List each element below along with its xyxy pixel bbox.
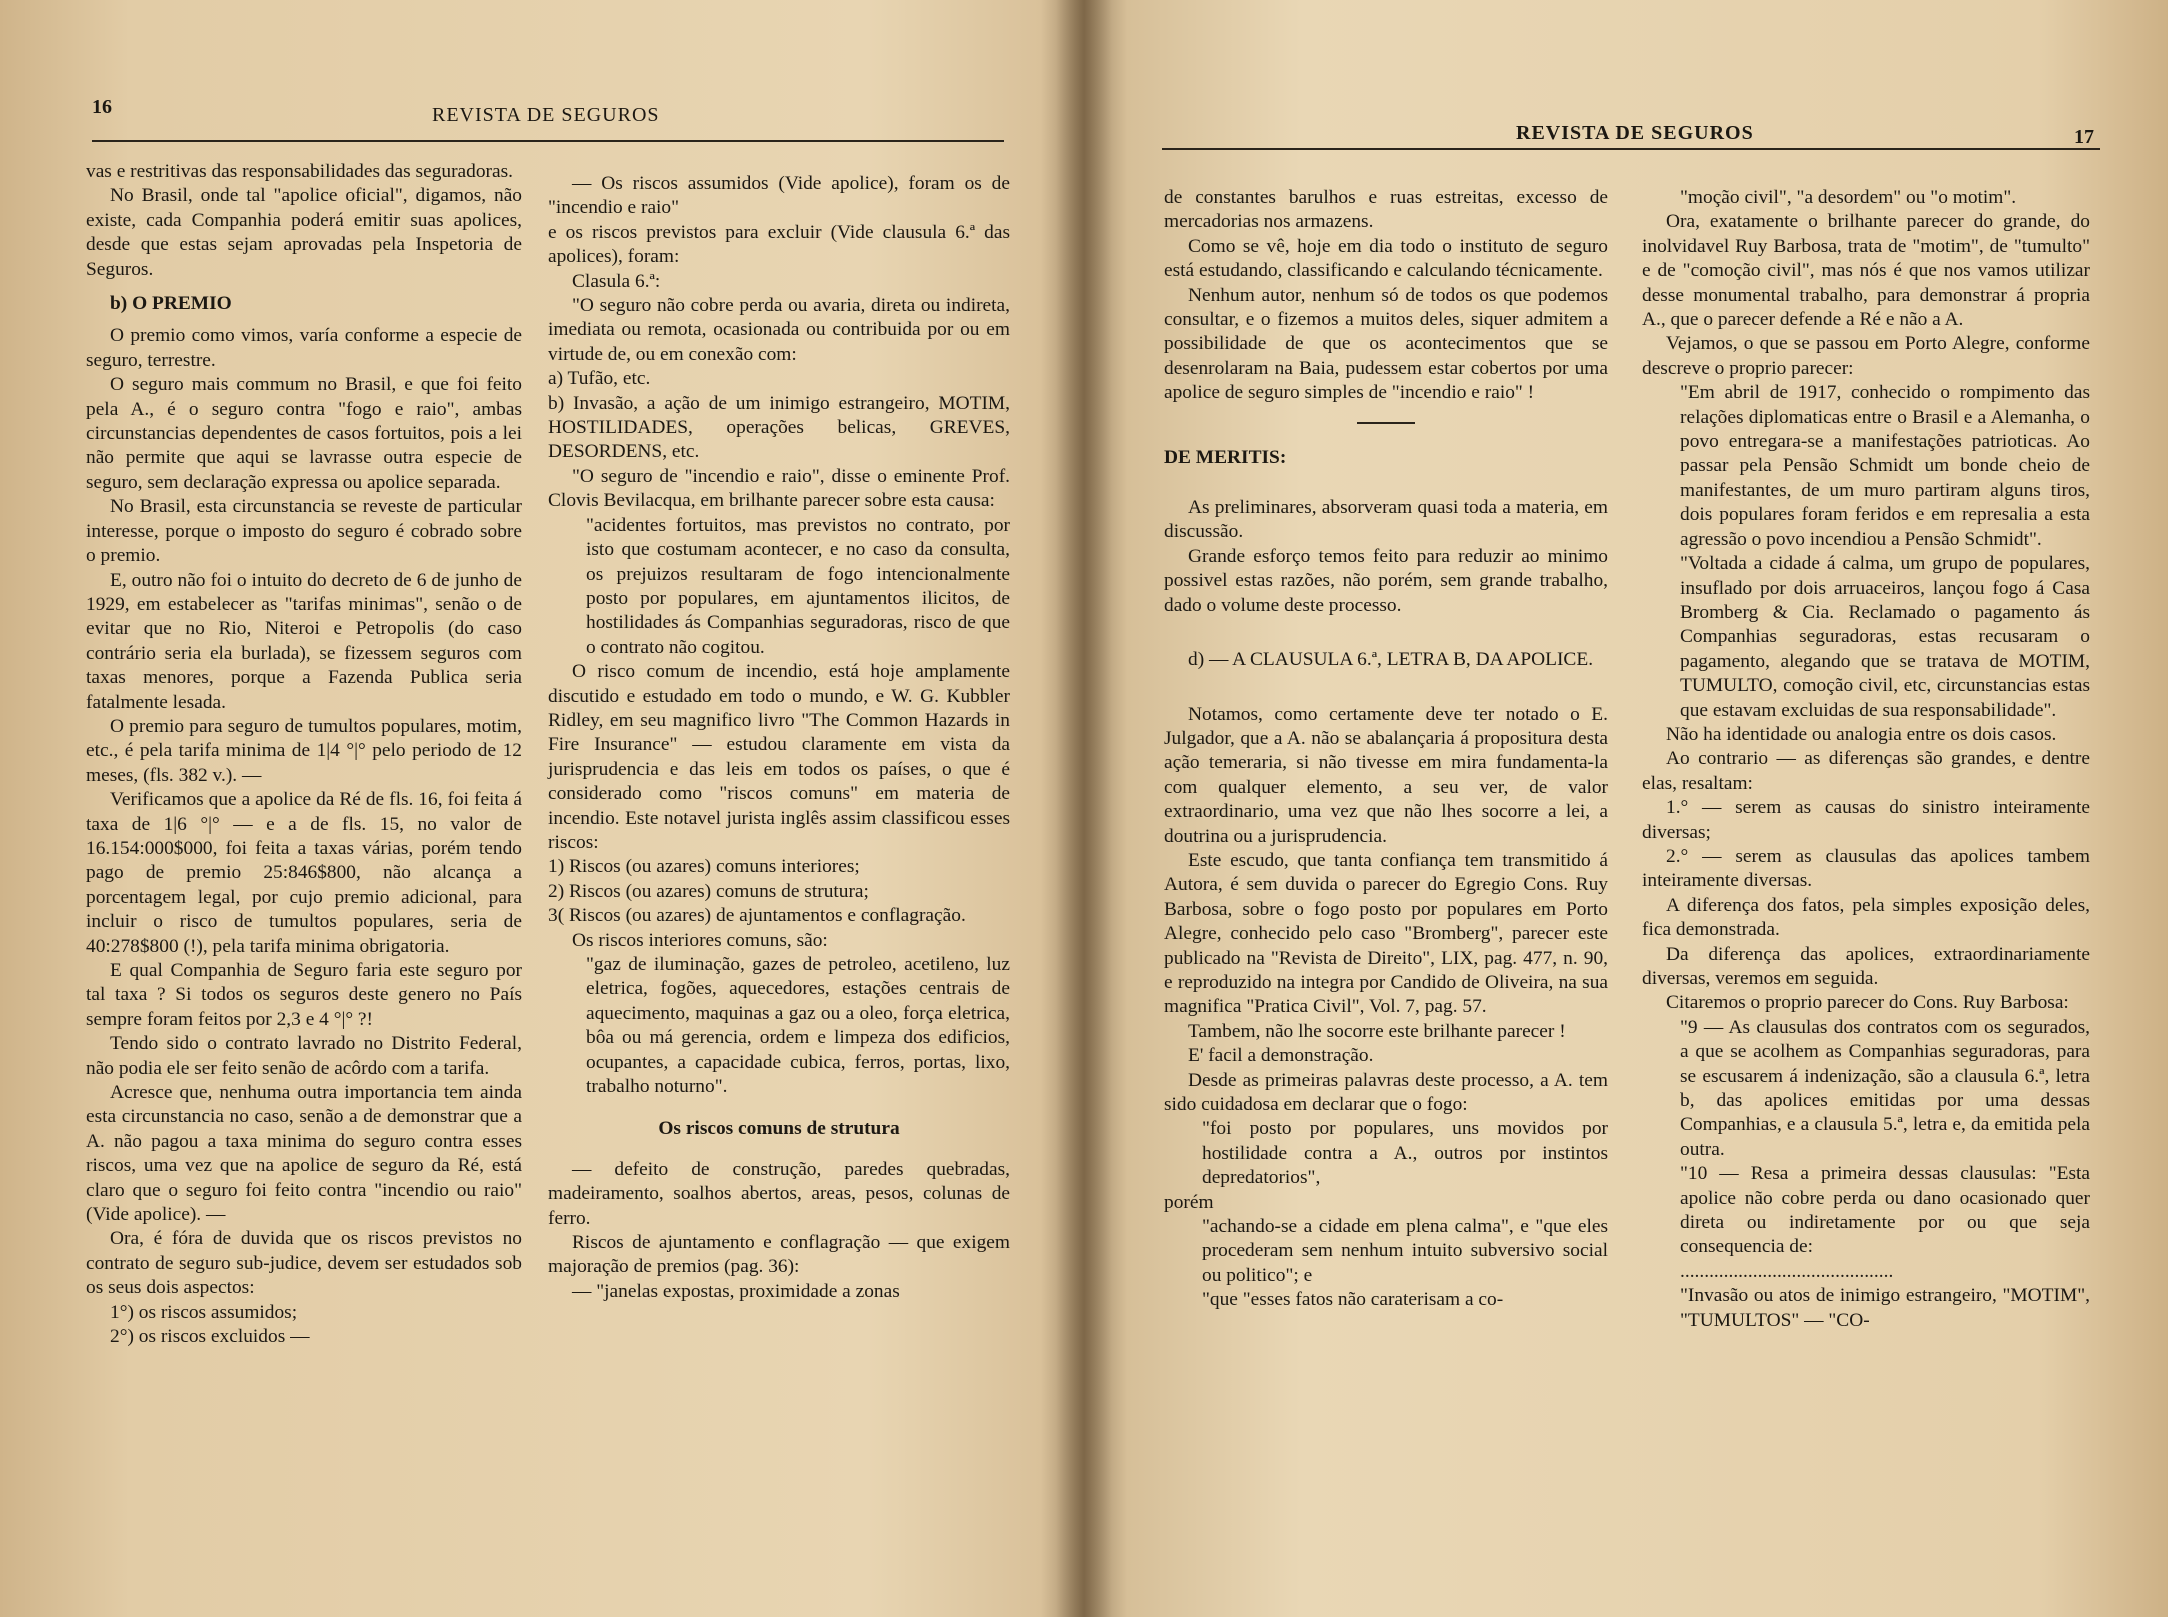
left-page-column-2 [548, 172, 1010, 1304]
list-item: b) Invasão, a ação de um inimigo estrangeiro, MOTIM, HOSTILIDADES, operações belicas, GREVES, DESORDENS, etc. [548, 392, 1010, 463]
list-item: 1.° — serem as causas do sinistro inteiramente diversas; [1642, 797, 2090, 843]
subsection-heading: Os riscos comuns de strutura [658, 1118, 900, 1140]
ellipsis-line: ............................................ [1680, 1260, 1894, 1282]
paragraph: Ao contrario — as diferenças são grandes, e dentre elas, resaltam: [1642, 748, 2090, 794]
quote-block: "gaz de iluminação, gazes de petroleo, acetileno, luz eletrica, fogões, aquecedores, estações centrais de aquecimento, maquinas a gaz ou a oleo, força eletrica, bôa ou má gerencia, ordem e limpeza dos edificios, ocupantes, a capacidade cubica, ferros, portas, lixo, trabalho noturno". [586, 954, 1010, 1098]
paragraph: E qual Companhia de Seguro faria este seguro por tal taxa ? Si todos os seguros deste genero no País sempre foram feitos por 2,3 e 4 °|° ?! [86, 960, 522, 1030]
right-page-column-2 [1642, 186, 2090, 1333]
quote-block: "acidentes fortuitos, mas previstos no contrato, por isto que costumam acontecer, e no caso da consulta, os prejuizos resultaram de fogo intencionalmente posto por populares, em ajuntamentos ilicitos, de hostilidades ás Companhias seguradoras, risco de que o contrato não cogitou. [586, 514, 1010, 658]
paragraph: Desde as primeiras palavras deste processo, a A. tem sido cuidadosa em declarar que o fogo: [1164, 1069, 1608, 1115]
page-number-right: 17 [2074, 126, 2094, 148]
paragraph: de constantes barulhos e ruas estreitas, excesso de mercadorias nos armazens. [1164, 187, 1608, 233]
list-item: 1) Riscos (ou azares) comuns interiores; [548, 856, 860, 878]
book-gutter [1056, 0, 1112, 1617]
header-rule-right [1162, 148, 2100, 150]
quote-block: "Em abril de 1917, conhecido o rompimento das relações diplomaticas entre o Brasil e a Alemanha, o povo entregara-se a manifestações patrioticas. Ao passar pela Pensão Schmidt um bonde cheio de manifestantes, de um muro partiram alguns tiros, dois populares foram feridos e em represalia a esta agressão o povo incendiou a Pensão Schmidt". [1680, 382, 2090, 550]
paragraph: Acresce que, nenhuma outra importancia tem ainda esta circunstancia no caso, senão a de demonstrar que a A. não pagou a taxa minima do seguro contra esses riscos, uma vez que na apolice de seguro da Ré, está claro que o seguro foi feito contra "incendio ou raio" (Vide apolice). — [86, 1082, 522, 1226]
paragraph: Vejamos, o que se passou em Porto Alegre, conforme descreve o proprio parecer: [1642, 333, 2090, 379]
paragraph: Da diferença das apolices, extraordinariamente diversas, veremos em seguida. [1642, 943, 2090, 989]
paragraph: As preliminares, absorveram quasi toda a materia, em discussão. [1164, 497, 1608, 543]
list-item: 2°) os riscos excluidos — [110, 1326, 310, 1348]
paragraph: Citaremos o proprio parecer do Cons. Ruy Barbosa: [1666, 992, 2069, 1014]
paragraph: Nenhum autor, nenhum só de todos os que podemos consultar, e o fizemos a muitos deles, siquer admitem a possibilidade de que os acontecimentos que se desenrolaram na Baia, pudessem estar cobertos por uma apolice de seguro simples de "incendio e raio" ! [1164, 284, 1608, 404]
paragraph: Riscos de ajuntamento e conflagração — que exigem majoração de premios (pag. 36): [548, 1232, 1010, 1278]
paragraph: O premio como vimos, varía conforme a especie de seguro, terrestre. [86, 325, 522, 371]
paragraph: E' facil a demonstração. [1188, 1045, 1374, 1067]
list-item: 1°) os riscos assumidos; [110, 1301, 298, 1323]
paragraph: Como se vê, hoje em dia todo o instituto de seguro está estudando, classificando e calculando técnicamente. [1164, 235, 1608, 282]
paragraph: — Os riscos assumidos (Vide apolice), foram os de "incendio e raio" [548, 173, 1010, 219]
quote-block: "que "esses fatos não caraterisam a co- [1202, 1289, 1504, 1311]
left-page-column-1 [86, 160, 522, 1350]
paragraph: O seguro mais commum no Brasil, e que foi feito pela A., é o seguro contra "fogo e raio", ambas circunstancias dependentes de casos fortuitos, pois a lei não permite que aqui se lavrasse outra especie de seguro, sem declaração expressa ou apolice separada. [86, 374, 522, 493]
section-heading: DE MERITIS: [1164, 446, 1287, 468]
paragraph: O risco comum de incendio, está hoje amplamente discutido e estudado em todo o mundo, e W. G. Kubbler Ridley, em seu magnifico livro "The Common Hazards in Fire Insurance" — estudou claramente em vista da jurisprudencia e das leis em todos os países, o que é considerado como "riscos comuns" em materia de incendio. Este notavel jurista inglês assim classificou esses riscos: [548, 661, 1010, 853]
paragraph: O premio para seguro de tumultos populares, motim, etc., é pela tarifa minima de 1|4 °|° pelo periodo de 12 meses, (fls. 382 v.). — [86, 715, 522, 786]
quote-block: "moção civil", "a desordem" ou "o motim". [1680, 187, 2017, 208]
clause-title: Clasula 6.ª: [572, 270, 661, 292]
paragraph: Grande esforço temos feito para reduzir ao minimo possivel estas razões, não porém, sem grande trabalho, dado o volume deste processo. [1164, 545, 1608, 616]
running-header-right: REVISTA DE SEGUROS [1516, 122, 1754, 144]
spacer [1164, 618, 1608, 648]
quote-block: "foi posto por populares, uns movidos por hostilidade contra a A., outros por instintos depredatorios", [1202, 1118, 1608, 1189]
paragraph: Não ha identidade ou analogia entre os dois casos. [1666, 723, 2057, 745]
left-page [0, 0, 1060, 1617]
paragraph: — "janelas expostas, proximidade a zonas [572, 1280, 900, 1302]
quote-block: "Invasão ou atos de inimigo estrangeiro, "MOTIM", "TUMULTOS" — "CO- [1680, 1285, 2090, 1331]
paragraph: Notamos, como certamente deve ter notado o E. Julgador, que a A. não se abalançaria á propositura desta ação temeraria, si não tivesse em mira fundamenta-la com qualquer elemento, a seu ver, de valor extraordinario, uma vez que não lhes socorre a lei, a doutrina ou a jurisprudencia. [1164, 703, 1608, 847]
paragraph: No Brasil, esta circunstancia se reveste de particular interesse, porque o imposto do seguro é cobrado sobre o premio. [86, 496, 522, 567]
paragraph: Ora, exatamente o brilhante parecer do grande, do inolvidavel Ruy Barbosa, trata de "motim", de "tumulto" e de "comoção civil", mas nós é que nos vamos utilizar desse monumental trabalho, para demonstrar á propria A., que o parecer defende a Ré e não a A. [1642, 211, 2090, 331]
right-page-column-1 [1164, 186, 1608, 1313]
paragraph: Verificamos que a apolice da Ré de fls. 16, foi feita á taxa de 1|6 °|° — e a de fls. 15, no valor de 16.154:000$000, foi feita a taxas várias, porém tendo pago de premio 25:846$800, não alcança a porcentagem legal, por cujo premio adicional, para incluir o risco de tumultos populares, seria de 40:278$800 (!), pela tarifa minima obrigatoria. [86, 789, 522, 957]
list-item: a) Tufão, etc. [548, 368, 651, 390]
section-heading: b) O PREMIO [110, 293, 232, 315]
paragraph: E, outro não foi o intuito do decreto de 6 de junho de 1929, em estabelecer as "tarifas minimas", senão o de evitar que no Rio, Niteroi e Petropolis (do caso contrário seria ela burlada), se fizessem seguros com taxas menores, porque a Fazenda Publica seria fatalmente lesada. [86, 569, 522, 713]
paragraph: Os riscos interiores comuns, são: [572, 929, 828, 951]
running-header-left: REVISTA DE SEGUROS [432, 104, 660, 126]
paragraph: A diferença dos fatos, pela simples exposição deles, fica demonstrada. [1642, 894, 2090, 941]
page-number-left: 16 [92, 96, 112, 118]
paragraph: vas e restritivas das responsabilidades das seguradoras. [86, 161, 514, 182]
paragraph: Tambem, não lhe socorre este brilhante parecer ! [1188, 1020, 1566, 1042]
clause-quote: "O seguro não cobre perda ou avaria, direta ou indireta, imediata ou remota, ocasionada ou contribuida por ou em virtude de, ou em conexão com: [548, 295, 1010, 365]
subsection-heading: d) — A CLAUSULA 6.ª, LETRA B, DA APOLICE. [1188, 649, 1594, 671]
quote-block: "9 — As clausulas dos contratos com os segurados, a que se acolhem as Companhias seguradoras, para se escusarem á indenização, são a clausula 6.ª, letra b, das apolices emitidas por uma dessas Companhias, e a clausula 5.ª, letra e, da emitida pela outra. [1680, 1016, 2090, 1160]
section-separator [1357, 422, 1415, 424]
quote-block: "10 — Resa a primeira dessas clausulas: "Esta apolice não cobre perda ou dano ocasionado quer direta ou indiretamente por ou que seja consequencia de: [1680, 1163, 2090, 1258]
list-item: 2.° — serem as clausulas das apolices tambem inteiramente diversas. [1642, 845, 2090, 892]
paragraph: No Brasil, onde tal "apolice oficial", digamos, não existe, cada Companhia poderá emitir suas apolices, desde que estas sejam aprovadas pela Inspetoria de Seguros. [86, 185, 522, 280]
paragraph: Este escudo, que tanta confiança tem transmitido á Autora, é sem duvida o parecer do Egregio Cons. Ruy Barbosa, sobre o fogo posto por populares em Porto Alegre, conhecido pelo caso "Bromberg", parecer este publicado na "Revista de Direito", LIX, pag. 477, n. 90, e reproduzido na integra por Candido de Oliveira, na sua magnifica "Pratica Civil", Vol. 7, pag. 57. [1164, 849, 1608, 1018]
paragraph: "O seguro de "incendio e raio", disse o eminente Prof. Clovis Bevilacqua, em brilhante parecer sobre esta causa: [548, 465, 1010, 512]
quote-block: "Voltada a cidade á calma, um grupo de populares, insuflado por dois arruaceiros, lançou fogo á Casa Bromberg & Cia. Reclamado o pagamento ás Companhias seguradoras, estas recusaram o pagamento, alegando que se tratava de MOTIM, TUMULTO, comoção civil, etc, circunstancias estas que estavam excluidas de sua responsabilidade". [1680, 553, 2090, 721]
right-page [1110, 0, 2168, 1617]
list-item: 2) Riscos (ou azares) comuns de strutura; [548, 880, 869, 902]
paragraph: e os riscos previstos para excluir (Vide clausula 6.ª das apolices), foram: [548, 221, 1010, 268]
list-item: 3( Riscos (ou azares) de ajuntamentos e conflagração. [548, 905, 966, 927]
paragraph: — defeito de construção, paredes quebradas, madeiramento, soalhos abertos, areas, pesos, colunas de ferro. [548, 1158, 1010, 1229]
quote-block: "achando-se a cidade em plena calma", e "que eles procederam sem nenhum intuito subversivo social ou politico"; e [1202, 1216, 1608, 1286]
paragraph: Tendo sido o contrato lavrado no Distrito Federal, não podia ele ser feito senão de acôrdo com a tarifa. [86, 1033, 522, 1079]
paragraph: porém [1164, 1191, 1214, 1213]
paragraph: Ora, é fóra de duvida que os riscos previstos no contrato de seguro sub-judice, devem ser estudados sob os seus dois aspectos: [86, 1228, 522, 1299]
spacer [1164, 673, 1608, 703]
header-rule-left [92, 140, 1004, 142]
spacer [1164, 478, 1608, 496]
